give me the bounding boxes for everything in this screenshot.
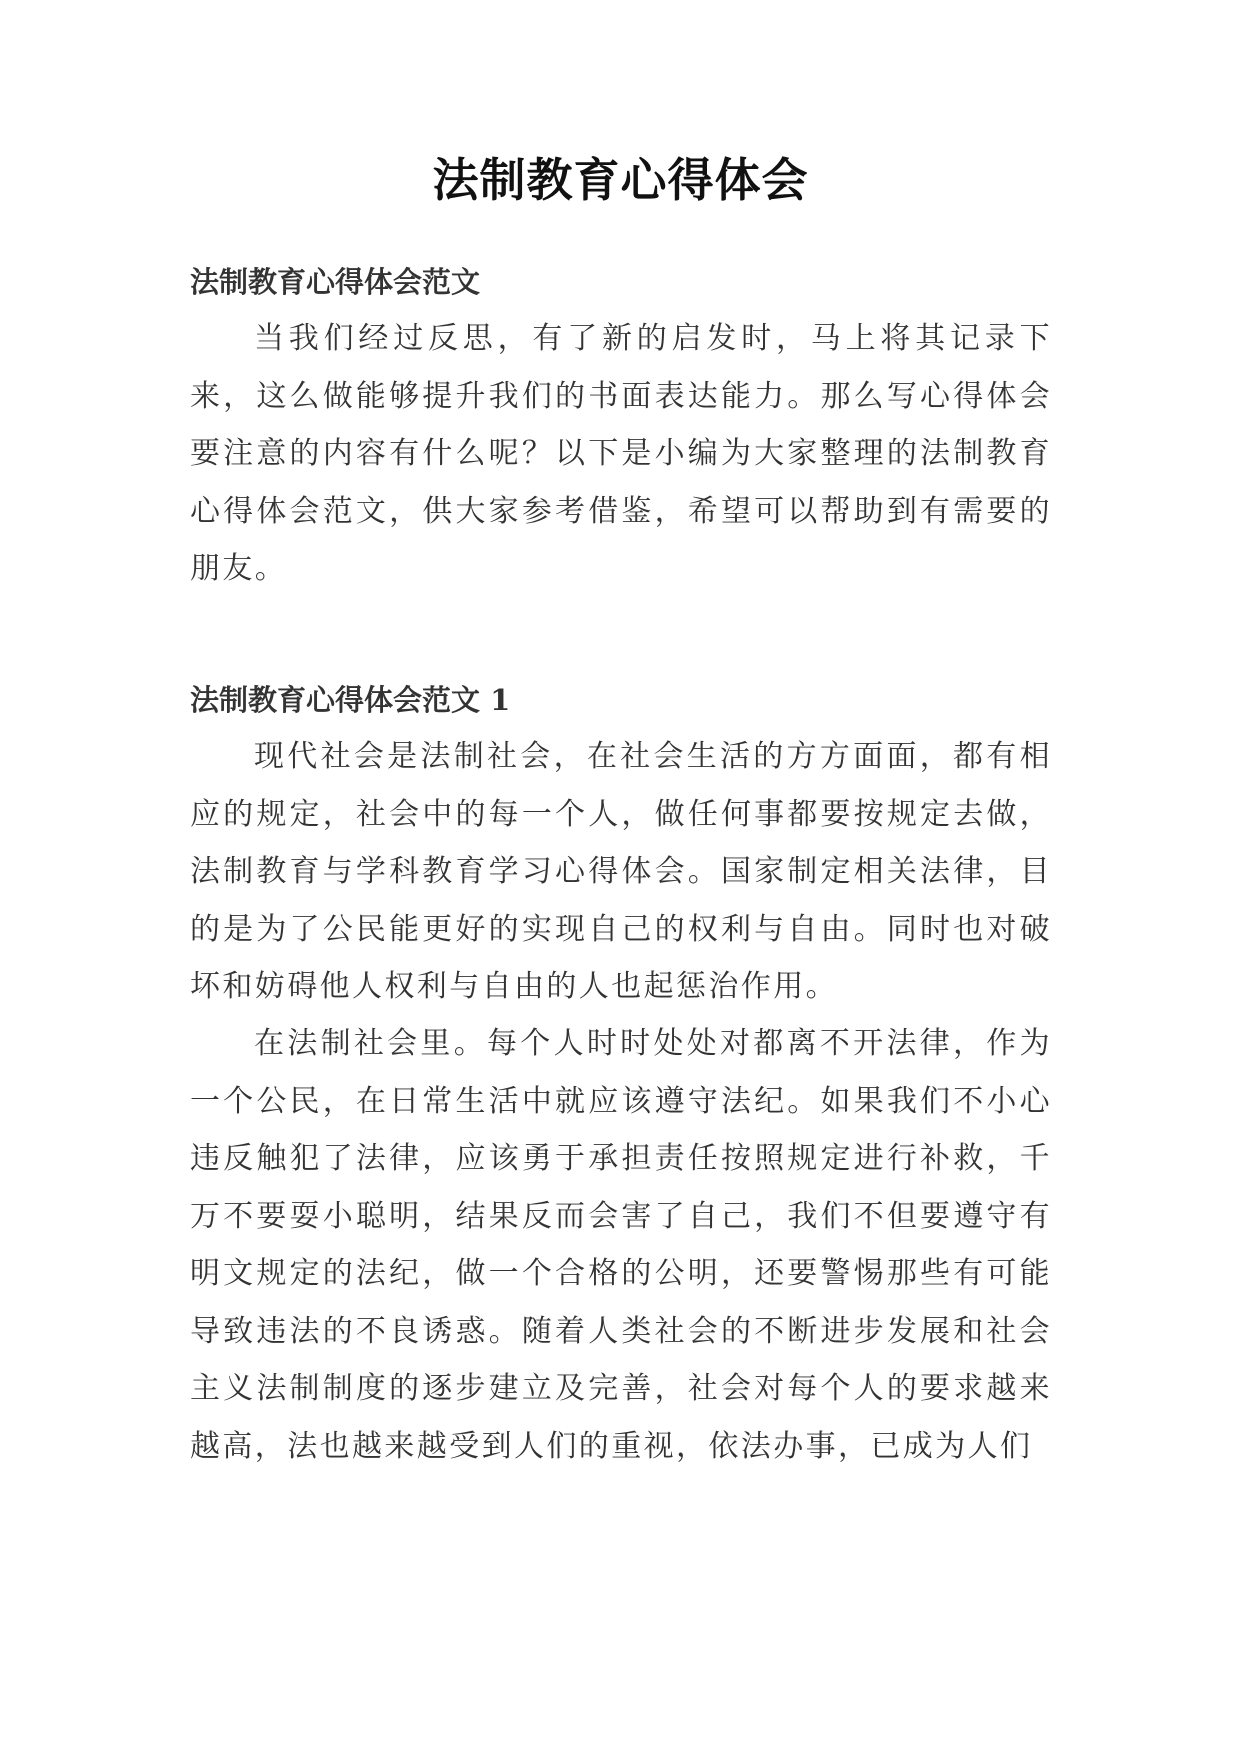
section-1-paragraph-1: 现代社会是法制社会，在社会生活的方方面面，都有相应的规定，社会中的每一个人，做任何事都要按规定去做，法制教育与学科教育学习心得体会。国家制定相关法律，目的是为了公民能更好的实现自己的权利与自由。同时也对破坏和妨碍他人权利与自由的人也起惩治作用。 — [190, 739, 1052, 1004]
section-heading-intro: 法制教育心得体会范文 — [190, 265, 481, 299]
document-title: 法制教育心得体会 — [432, 153, 809, 207]
section-heading-1: 法制教育心得体会范文 1 — [190, 683, 511, 717]
intro-paragraph: 当我们经过反思，有了新的启发时，马上将其记录下来，这么做能够提升我们的书面表达能力。那么写心得体会要注意的内容有什么呢？以下是小编为大家整理的法制教育心得体会范文，供大家参考借鉴，希望可以帮助到有需要的朋友。 — [190, 321, 1052, 586]
section-1-paragraph-2: 在法制社会里。每个人时时处处对都离不开法律，作为一个公民，在日常生活中就应该遵守法纪。如果我们不小心违反触犯了法律，应该勇于承担责任按照规定进行补救，千万不要耍小聪明，结果反而会害了自己，我们不但要遵守有明文规定的法纪，做一个合格的公明，还要警惕那些有可能导致违法的不良诱惑。随着人类社会的不断进步发展和社会主义法制制度的逐步建立及完善，社会对每个人的要求越来越高，法也越来越受到人们的重视，依法办事，已成为人们 — [190, 1026, 1052, 1464]
